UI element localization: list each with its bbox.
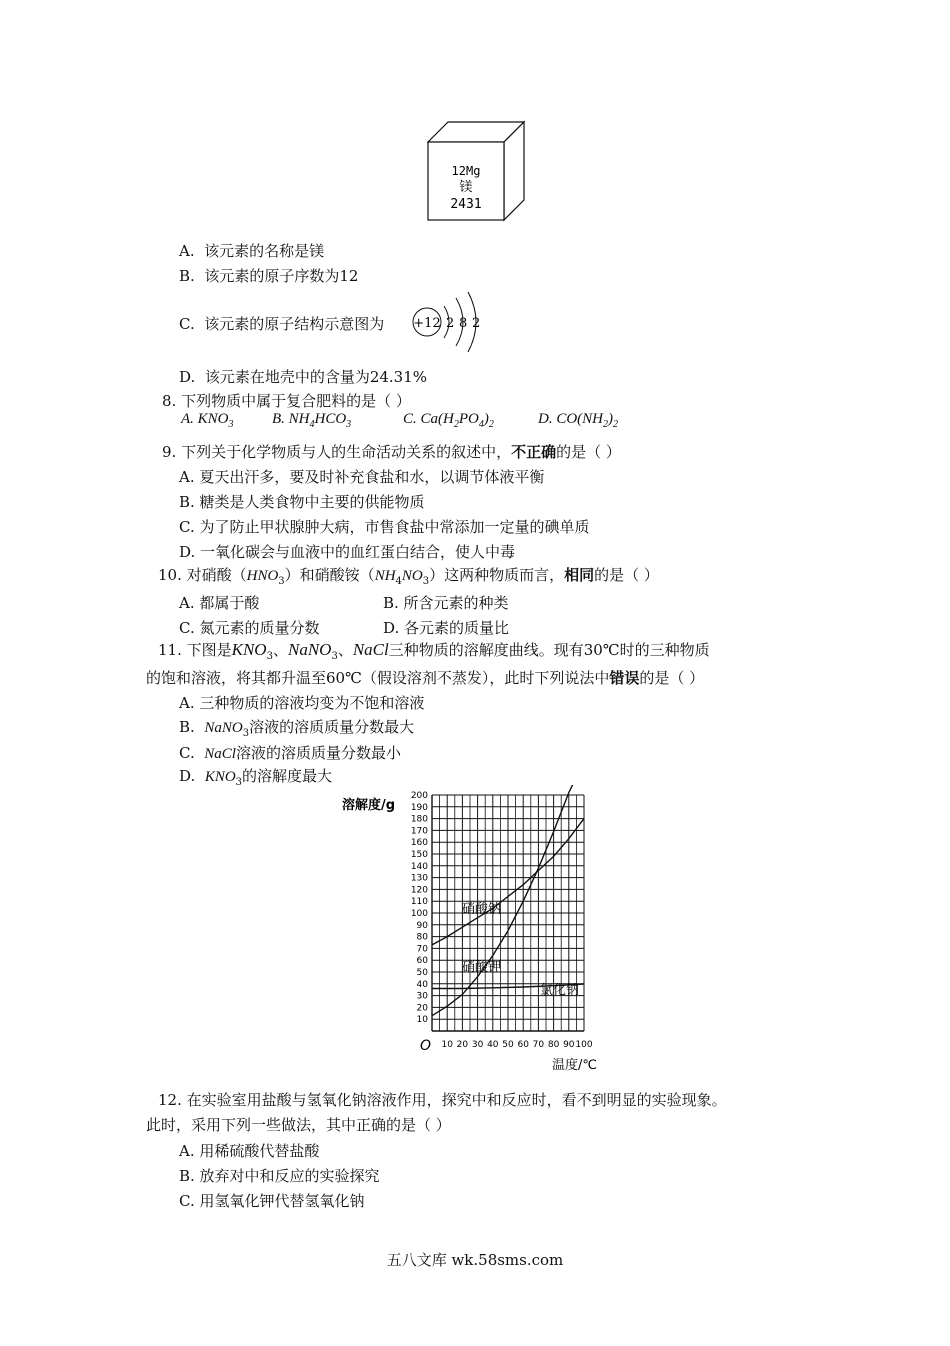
q11-stem-line2: 的饱和溶液，将其都升温至60℃（假设溶剂不蒸发），此时下列说法中错误的是（ ） bbox=[146, 669, 705, 687]
q10-stem: 10. 对硝酸$(HNO_3)$和硝酸铵$(NH_4NO_3)$这两种物质而言，相同的是（ ） bbox=[158, 566, 659, 587]
atom-nucleus: +12 bbox=[413, 316, 441, 331]
y-tick-label: 90 bbox=[416, 920, 428, 931]
q12-stem-line1: 12. 在实验室用盐酸与氢氧化钠溶液作用，探究中和反应时，看不到明显的实验现象。 bbox=[158, 1091, 727, 1109]
y-tick-label: 20 bbox=[416, 1003, 428, 1014]
y-tick-label: 200 bbox=[410, 791, 428, 801]
x-tick-label: 60 bbox=[517, 1040, 529, 1050]
y-tick-label: 10 bbox=[416, 1015, 428, 1026]
chart-origin-label: O bbox=[420, 1038, 432, 1054]
q11-option-b: B. NaNO$_3$溶液的溶质质量分数最大 bbox=[179, 718, 415, 739]
y-tick-label: 170 bbox=[410, 826, 428, 837]
y-tick-label: 120 bbox=[410, 885, 428, 896]
q11-stem-line1: 11. 下图是$KNO_3$、NaNO$_3$、NaCl三种物质的溶解度曲线。现有30℃时的三种物质 bbox=[158, 640, 710, 662]
q11-option-c: C. NaCl溶液的溶质质量分数最小 bbox=[179, 744, 401, 762]
q9-option-c: C. 为了防止甲状腺肿大病，市售食盐中常添加一定量的碘单质 bbox=[179, 518, 590, 536]
q7-option-b: B. 该元素的原子序数为12 bbox=[179, 267, 359, 285]
q8-stem: 8. 下列物质中属于复合肥料的是（ ） bbox=[162, 392, 411, 410]
y-tick-label: 190 bbox=[410, 802, 428, 813]
q9-option-b: B. 糖类是人类食物中主要的供能物质 bbox=[179, 493, 425, 511]
q12-option-a: A. 用稀硫酸代替盐酸 bbox=[179, 1142, 320, 1160]
q12-option-c: C. 用氢氧化钾代替氢氧化钠 bbox=[179, 1192, 365, 1210]
x-tick-label: 70 bbox=[532, 1040, 545, 1050]
x-tick-label: 90 bbox=[563, 1040, 575, 1050]
q9-option-d: D. 一氧化碳会与血液中的血红蛋白结合，使人中毒 bbox=[179, 543, 516, 561]
chart-y-axis-label: 溶解度/g bbox=[342, 798, 396, 813]
x-tick-label: 50 bbox=[502, 1040, 514, 1050]
y-tick-label: 30 bbox=[416, 991, 428, 1002]
q10-option-b: B. 所含元素的种类 bbox=[383, 594, 509, 612]
y-tick-label: 150 bbox=[410, 850, 428, 860]
y-tick-label: 160 bbox=[410, 838, 428, 849]
y-tick-label: 50 bbox=[416, 968, 428, 978]
x-tick-label: 30 bbox=[471, 1040, 484, 1050]
y-tick-label: 140 bbox=[410, 861, 428, 872]
series-label-sodium-chloride: 氯化钠 bbox=[540, 983, 580, 998]
y-tick-label: 70 bbox=[416, 944, 428, 955]
y-tick-label: 40 bbox=[416, 979, 428, 990]
series-label-potassium-nitrate: 硝酸钾 bbox=[462, 960, 502, 975]
x-tick-label: 80 bbox=[547, 1040, 560, 1050]
q8-option-c: C. $Ca(H_2PO_4)_2$ bbox=[403, 411, 494, 430]
footer-watermark: 五八文库 wk.58sms.com bbox=[386, 1251, 564, 1269]
x-tick-label: 100 bbox=[575, 1040, 593, 1050]
y-tick-label: 180 bbox=[410, 814, 428, 825]
q8-option-d: D. $CO(NH_2)_2$ bbox=[538, 411, 619, 430]
y-tick-label: 60 bbox=[416, 956, 428, 967]
series-label-sodium-nitrate: 硝酸钠 bbox=[462, 902, 502, 917]
atom-shell-1: 2 bbox=[446, 316, 455, 331]
q8-option-b: B. $NH_4HCO_3$ bbox=[272, 411, 352, 430]
q11-option-a: A. 三种物质的溶液均变为不饱和溶液 bbox=[179, 694, 425, 712]
atom-shell-3: 2 bbox=[472, 316, 481, 331]
y-tick-label: 100 bbox=[410, 909, 428, 919]
q12-option-b: B. 放弃对中和反应的实验探究 bbox=[179, 1167, 380, 1185]
element-number-symbol: 12Mg bbox=[451, 164, 481, 178]
element-card bbox=[426, 120, 526, 222]
atom-structure-diagram bbox=[408, 288, 488, 354]
q10-option-d: D. 各元素的质量比 bbox=[383, 619, 510, 637]
x-tick-label: 10 bbox=[441, 1040, 453, 1050]
q12-stem-line2: 此时，采用下列一些做法，其中正确的是（ ） bbox=[146, 1116, 451, 1134]
y-tick-label: 110 bbox=[410, 897, 428, 908]
q9-option-a: A. 夏天出汗多，要及时补充食盐和水，以调节体液平衡 bbox=[179, 468, 545, 486]
y-tick-label: 130 bbox=[410, 873, 428, 884]
chart-x-axis-label: 温度/℃ bbox=[552, 1058, 597, 1073]
q8-option-a: A. $KNO_3$ bbox=[181, 411, 234, 430]
q7-option-a: A. 该元素的名称是镁 bbox=[179, 242, 325, 260]
q9-stem: 9. 下列关于化学物质与人的生命活动关系的叙述中，不正确的是（ ） bbox=[162, 443, 621, 461]
y-tick-label: 80 bbox=[416, 932, 428, 943]
x-tick-label: 20 bbox=[456, 1040, 469, 1050]
element-name: 镁 bbox=[459, 180, 473, 195]
solubility-chart bbox=[340, 785, 610, 1085]
x-tick-label: 40 bbox=[487, 1040, 499, 1050]
atom-shell-2: 8 bbox=[459, 316, 468, 331]
element-mass: 2431 bbox=[450, 197, 482, 212]
q7-option-d: D. 该元素在地壳中的含量为24.31% bbox=[179, 368, 428, 386]
q10-option-c: C. 氮元素的质量分数 bbox=[179, 619, 320, 637]
q11-option-d: D. $KNO_3$的溶解度最大 bbox=[179, 767, 333, 788]
q10-option-a: A. 都属于酸 bbox=[179, 594, 260, 612]
q7-option-c: C. 该元素的原子结构示意图为 bbox=[179, 315, 385, 333]
